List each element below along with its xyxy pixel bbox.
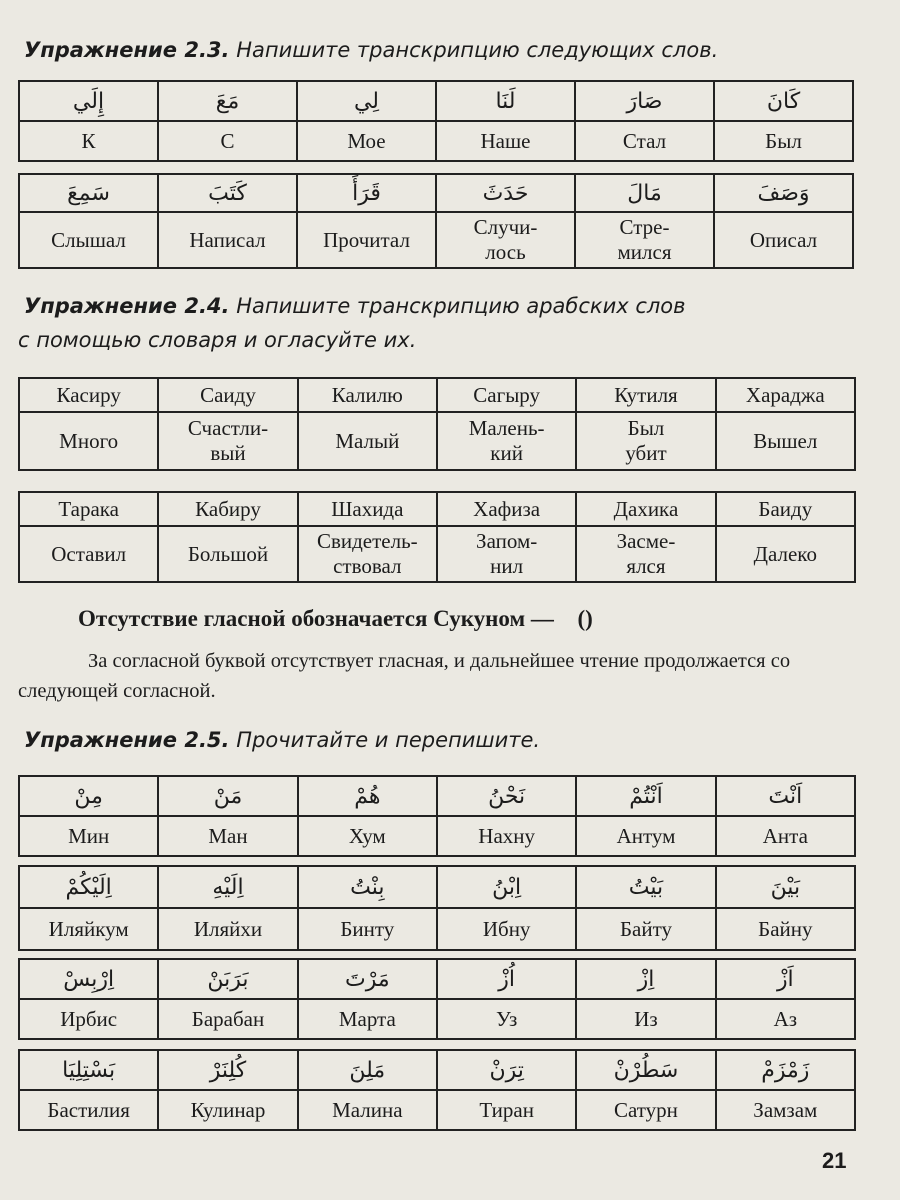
exercise-2-3-instruction: Напишите транскрипцию следующих слов.: [236, 38, 719, 62]
table-cell: بَيْنَ: [716, 866, 855, 908]
table-cell: Счастли- вый: [158, 412, 297, 470]
table-row-bottom: [19, 999, 855, 1039]
table-cell: Мое: [297, 121, 436, 161]
table-cell: بَرَبَنْ: [158, 959, 297, 999]
table-cell: لِي: [297, 81, 436, 121]
table-cell: Малина: [298, 1090, 437, 1130]
table-cell: سَطُرْنْ: [576, 1050, 715, 1090]
table-row-top: [19, 492, 855, 526]
table-cell: Слышал: [19, 212, 158, 268]
table-cell: Марта: [298, 999, 437, 1039]
sukun-rule-text: За согласной буквой отсутствует гласная, и дальнейшее чтение продолжается со следующей согласной.: [18, 650, 791, 702]
table-row-bottom: [19, 121, 853, 161]
table-cell: Ибну: [437, 908, 576, 950]
table-cell: Хараджа: [716, 378, 855, 412]
table-row-bottom: [19, 908, 855, 950]
table-row-bottom: [19, 412, 855, 470]
table-cell: Описал: [714, 212, 853, 268]
table-cell: Уз: [437, 999, 576, 1039]
table-cell: Байну: [716, 908, 855, 950]
table-cell: بَيْتُ: [576, 866, 715, 908]
table-row-top: [19, 866, 855, 908]
table-cell: إِلَي: [19, 81, 158, 121]
table-cell: Замзам: [716, 1090, 855, 1130]
table-cell: Саиду: [158, 378, 297, 412]
table-cell: Антум: [576, 816, 715, 856]
table-cell: Бастилия: [19, 1090, 158, 1130]
table-cell: مَنْ: [158, 776, 297, 816]
table-cell: كُلِنَرْ: [158, 1050, 297, 1090]
table-cell: Хафиза: [437, 492, 576, 526]
table-cell: Баиду: [716, 492, 855, 526]
table-cell: Далеко: [716, 526, 855, 582]
table-cell: Иляйхи: [158, 908, 297, 950]
table-cell: لَنَا: [436, 81, 575, 121]
table-cell: سَمِعَ: [19, 174, 158, 212]
table-cell: С: [158, 121, 297, 161]
table-cell: Аз: [716, 999, 855, 1039]
table-cell: Малый: [298, 412, 437, 470]
exercise-2-3-table-2: [18, 173, 854, 269]
table-cell: كَانَ: [714, 81, 853, 121]
exercise-2-4-number: Упражнение 2.4.: [24, 294, 230, 318]
exercise-2-4-instruction-line2: с помощью словаря и огласуйте их.: [18, 328, 417, 352]
table-cell: اِرْبِسْ: [19, 959, 158, 999]
table-cell: Из: [576, 999, 715, 1039]
table-cell: Ирбис: [19, 999, 158, 1039]
table-cell: Засме- ялся: [576, 526, 715, 582]
table-cell: К: [19, 121, 158, 161]
table-cell: نَحْنُ: [437, 776, 576, 816]
table-cell: اِلَيْهِ: [158, 866, 297, 908]
table-cell: Калилю: [298, 378, 437, 412]
table-cell: Сатурн: [576, 1090, 715, 1130]
table-row-top: [19, 378, 855, 412]
table-cell: Малень- кий: [437, 412, 576, 470]
exercise-2-3-table-1: [18, 80, 854, 162]
exercise-2-5-table-2: [18, 865, 856, 951]
table-row-top: [19, 1050, 855, 1090]
table-row-bottom: [19, 1090, 855, 1130]
sukun-rule-heading: Отсутствие гласной обозначается Сукуном — (ْ): [78, 606, 593, 631]
table-row-bottom: [19, 212, 853, 268]
table-row-bottom: [19, 526, 855, 582]
table-cell: Касиру: [19, 378, 158, 412]
table-cell: Тарака: [19, 492, 158, 526]
table-row-bottom: [19, 816, 855, 856]
table-cell: اَنْتُمْ: [576, 776, 715, 816]
table-cell: Кутиля: [576, 378, 715, 412]
exercise-2-5-table-3: [18, 958, 856, 1040]
table-cell: تِرَنْ: [437, 1050, 576, 1090]
table-cell: Свидетель- ствовал: [298, 526, 437, 582]
table-cell: اُزْ: [437, 959, 576, 999]
exercise-2-5-table-1: [18, 775, 856, 857]
table-cell: Написал: [158, 212, 297, 268]
table-cell: بِنْتُ: [298, 866, 437, 908]
table-cell: Наше: [436, 121, 575, 161]
table-cell: Много: [19, 412, 158, 470]
table-cell: وَصَفَ: [714, 174, 853, 212]
table-cell: Анта: [716, 816, 855, 856]
table-cell: مَرْتَ: [298, 959, 437, 999]
table-cell: Байту: [576, 908, 715, 950]
table-cell: مَعَ: [158, 81, 297, 121]
table-cell: Тиран: [437, 1090, 576, 1130]
exercise-2-5-instruction: Прочитайте и перепишите.: [236, 728, 541, 752]
table-cell: Дахика: [576, 492, 715, 526]
table-cell: هُمْ: [298, 776, 437, 816]
table-cell: زَمْزَمْ: [716, 1050, 855, 1090]
table-cell: مَالَ: [575, 174, 714, 212]
exercise-2-3-number: Упражнение 2.3.: [24, 38, 230, 62]
table-cell: Иляйкум: [19, 908, 158, 950]
table-cell: Запом- нил: [437, 526, 576, 582]
table-row-top: [19, 81, 853, 121]
table-row-top: [19, 776, 855, 816]
table-cell: مِنْ: [19, 776, 158, 816]
table-cell: Вышел: [716, 412, 855, 470]
exercise-2-4-table-1: [18, 377, 856, 471]
table-cell: Оставил: [19, 526, 158, 582]
exercise-2-5-title: [24, 728, 540, 752]
table-cell: Барабан: [158, 999, 297, 1039]
table-cell: Большой: [158, 526, 297, 582]
table-cell: اِلَيْكُمْ: [19, 866, 158, 908]
page-number: 21: [822, 1148, 847, 1173]
table-cell: كَتَبَ: [158, 174, 297, 212]
table-cell: اَنْتَ: [716, 776, 855, 816]
table-cell: مَلِنَ: [298, 1050, 437, 1090]
table-cell: اِبْنُ: [437, 866, 576, 908]
table-cell: Бинту: [298, 908, 437, 950]
exercise-2-4-table-2: [18, 491, 856, 583]
table-cell: صَارَ: [575, 81, 714, 121]
table-cell: Нахну: [437, 816, 576, 856]
table-cell: Мин: [19, 816, 158, 856]
table-cell: Случи- лось: [436, 212, 575, 268]
exercise-2-4-title: [24, 294, 686, 318]
table-cell: Стре- мился: [575, 212, 714, 268]
table-row-top: [19, 959, 855, 999]
table-cell: Был: [714, 121, 853, 161]
table-cell: Стал: [575, 121, 714, 161]
table-cell: Ман: [158, 816, 297, 856]
table-cell: حَدَثَ: [436, 174, 575, 212]
table-cell: Прочитал: [297, 212, 436, 268]
table-cell: اَزْ: [716, 959, 855, 999]
table-cell: Шахида: [298, 492, 437, 526]
table-cell: Был убит: [576, 412, 715, 470]
exercise-2-5-table-4: [18, 1049, 856, 1131]
exercise-2-4-instruction: Напишите транскрипцию арабских слов: [236, 294, 686, 318]
table-cell: Кулинар: [158, 1090, 297, 1130]
table-cell: اِزْ: [576, 959, 715, 999]
exercise-2-3-title: [24, 38, 718, 62]
exercise-2-5-number: Упражнение 2.5.: [24, 728, 230, 752]
table-cell: Кабиру: [158, 492, 297, 526]
table-cell: بَسْتِلِيَا: [19, 1050, 158, 1090]
table-cell: Сагыру: [437, 378, 576, 412]
table-cell: قَرَأَ: [297, 174, 436, 212]
table-cell: Хум: [298, 816, 437, 856]
table-row-top: [19, 174, 853, 212]
